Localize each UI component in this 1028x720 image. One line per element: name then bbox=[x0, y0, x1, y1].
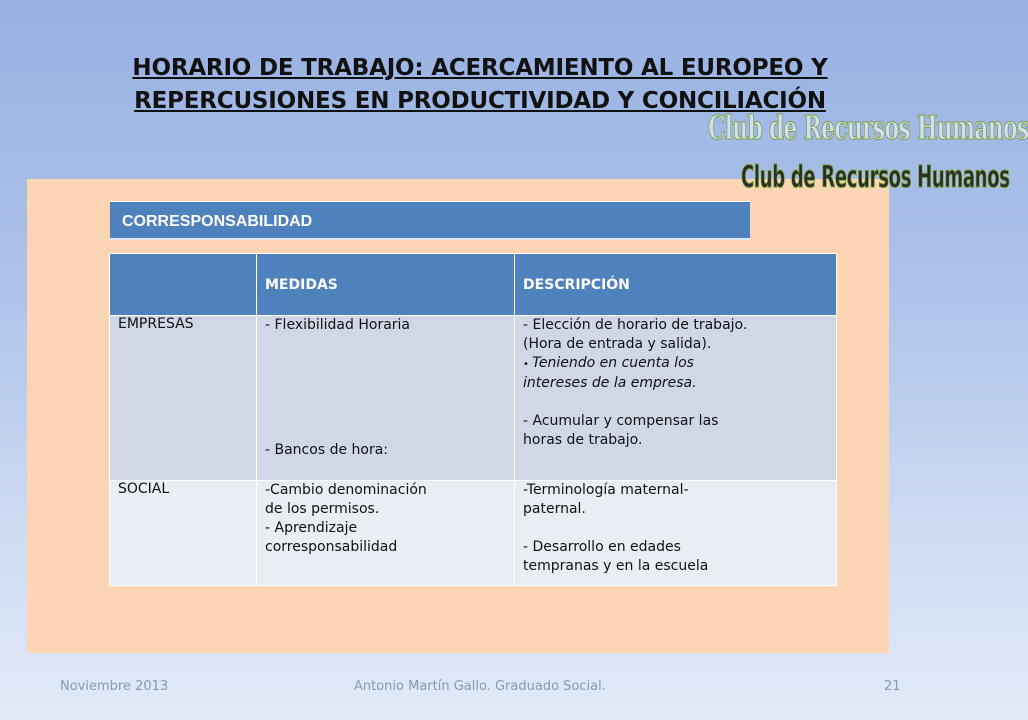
medidas-cell bbox=[257, 316, 515, 481]
header-descripcion: DESCRIPCIÓN bbox=[515, 254, 837, 316]
medida-line: -Cambio denominación bbox=[265, 482, 427, 498]
medida-line: - Bancos de hora: bbox=[265, 442, 389, 458]
descripcion-cell bbox=[515, 481, 837, 586]
desc-line: horas de trabajo. bbox=[523, 432, 643, 448]
medida-line: - Flexibilidad Horaria bbox=[265, 317, 410, 333]
desc-line: - Desarrollo en edades bbox=[523, 539, 681, 555]
row-label: SOCIAL bbox=[110, 481, 257, 586]
medida-line: de los permisos. bbox=[265, 501, 380, 517]
title-line-2: REPERCUSIONES EN PRODUCTIVIDAD Y CONCILIACIÓN bbox=[134, 88, 826, 114]
club-logo-shadow: Club de Recursos Humanos bbox=[708, 108, 1028, 147]
footer-date: Noviembre 2013 bbox=[60, 679, 169, 694]
table-row bbox=[110, 316, 837, 481]
row-label: EMPRESAS bbox=[110, 316, 257, 481]
header-empty bbox=[110, 254, 257, 316]
footer-page-number: 21 bbox=[884, 679, 901, 694]
desc-line: -Terminología maternal- bbox=[523, 482, 689, 498]
table-header-row bbox=[110, 254, 837, 316]
desc-line: (Hora de entrada y salida). bbox=[523, 336, 712, 352]
footer-author: Antonio Martín Gallo. Graduado Social. bbox=[354, 679, 606, 694]
section-header: CORRESPONSABILIDAD bbox=[110, 201, 750, 240]
medida-line: - Aprendizaje bbox=[265, 520, 358, 536]
measures-table bbox=[109, 253, 837, 586]
table-row bbox=[110, 481, 837, 586]
desc-line: - Elección de horario de trabajo. bbox=[523, 317, 748, 333]
descripcion-cell bbox=[515, 316, 837, 481]
medida-line: corresponsabilidad bbox=[265, 539, 398, 555]
bullet-icon: • bbox=[523, 359, 533, 370]
desc-bullet-text: Teniendo en cuenta los bbox=[532, 355, 694, 371]
desc-line: intereses de la empresa. bbox=[523, 375, 697, 391]
desc-line: paternal. bbox=[523, 501, 586, 517]
header-medidas: MEDIDAS bbox=[257, 254, 515, 316]
desc-line: tempranas y en la escuela bbox=[523, 558, 709, 574]
club-logo: Club de Recursos Humanos bbox=[741, 160, 1010, 195]
title-line-1: HORARIO DE TRABAJO: ACERCAMIENTO AL EUROPEO Y bbox=[132, 55, 828, 81]
desc-bullet-line bbox=[523, 354, 828, 374]
medidas-cell bbox=[257, 481, 515, 586]
desc-line: - Acumular y compensar las bbox=[523, 413, 719, 429]
